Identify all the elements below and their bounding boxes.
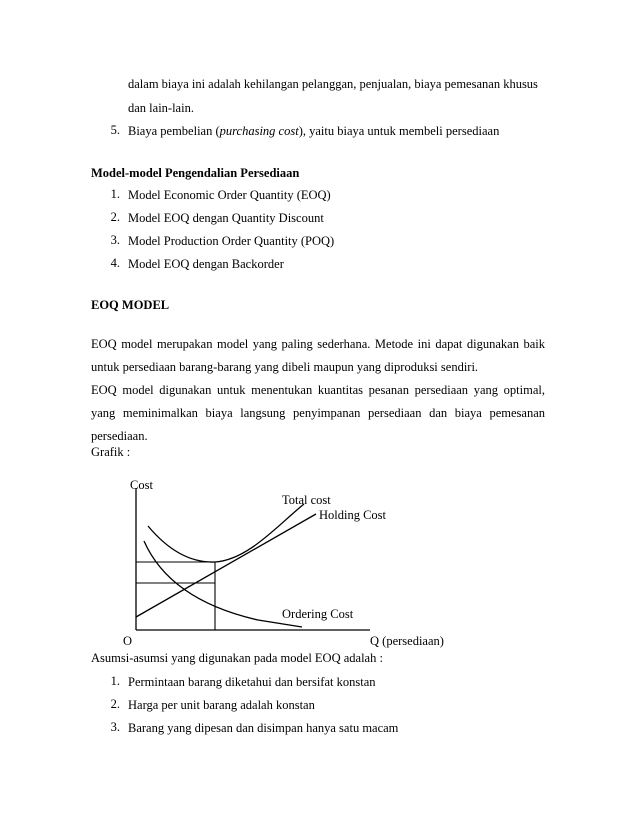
list-item: Model EOQ dengan Quantity Discount bbox=[128, 211, 324, 225]
ordering-cost-label: Ordering Cost bbox=[282, 607, 354, 621]
total-cost-label: Total cost bbox=[282, 493, 331, 507]
list-number: 2. bbox=[110, 697, 120, 711]
italic-term: purchasing cost bbox=[219, 124, 299, 138]
continuation-line-1: dalam biaya ini adalah kehilangan pelanggan, penjualan, biaya pemesanan khusus bbox=[128, 77, 538, 91]
list-item: Permintaan barang diketahui dan bersifat konstan bbox=[128, 675, 376, 689]
paragraph-line: EOQ model merupakan model yang paling sederhana. Metode ini dapat digunakan baik bbox=[91, 337, 545, 351]
list-number: 3. bbox=[110, 720, 120, 734]
list-item: Model Production Order Quantity (POQ) bbox=[128, 234, 335, 248]
origin-label: O bbox=[123, 634, 133, 648]
list-number: 1. bbox=[110, 674, 120, 688]
continuation-line-2: dan lain-lain. bbox=[128, 101, 194, 115]
assumptions-intro: Asumsi-asumsi yang digunakan pada model EOQ adalah : bbox=[91, 651, 383, 665]
y-axis-label: Cost bbox=[130, 478, 153, 492]
list-item: Harga per unit barang adalah konstan bbox=[128, 698, 315, 712]
list-item: Model Economic Order Quantity (EOQ) bbox=[128, 188, 331, 202]
holding-cost-label: Holding Cost bbox=[319, 508, 387, 522]
list-number: 2. bbox=[110, 210, 120, 224]
list-item: Model EOQ dengan Backorder bbox=[128, 257, 284, 271]
list-number: 4. bbox=[110, 256, 120, 270]
text-segment: ), yaitu biaya untuk membeli persediaan bbox=[298, 124, 500, 138]
total-cost-curve bbox=[148, 504, 304, 562]
paragraph-line: untuk persediaan barang-barang yang dibeli maupun yang diproduksi sendiri. bbox=[91, 360, 479, 374]
section-heading-models: Model-model Pengendalian Persediaan bbox=[91, 166, 300, 180]
x-axis-label: Q (persediaan) bbox=[370, 634, 444, 648]
grafik-label: Grafik : bbox=[91, 445, 131, 459]
list-number: 3. bbox=[110, 233, 120, 247]
text-segment: Biaya pembelian ( bbox=[128, 124, 220, 138]
ordering-cost-curve bbox=[144, 541, 302, 627]
section-heading-eoq: EOQ MODEL bbox=[91, 298, 170, 312]
holding-cost-line bbox=[136, 514, 316, 617]
list-number: 1. bbox=[110, 187, 120, 201]
paragraph-line: yang meminimalkan biaya langsung penyimpanan persediaan dan biaya pemesanan bbox=[91, 406, 545, 420]
paragraph-line: EOQ model digunakan untuk menentukan kuantitas pesanan persediaan yang optimal, bbox=[91, 383, 545, 397]
list-item: Barang yang dipesan dan disimpan hanya satu macam bbox=[128, 721, 399, 735]
list-number: 5. bbox=[110, 123, 120, 137]
paragraph-line: persediaan. bbox=[91, 429, 148, 443]
